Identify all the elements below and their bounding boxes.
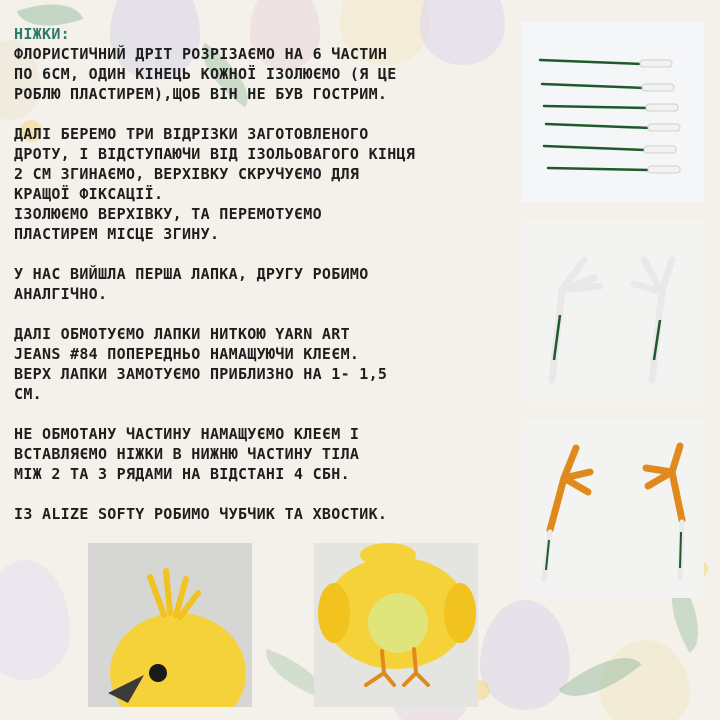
text-line: 2 СМ ЗГИНАЄМО, ВЕРХІВКУ СКРУЧУЄМО ДЛЯ [14,165,360,183]
text-line: ФЛОРИСТИЧНИЙ ДРІТ РОЗРІЗАЄМО НА 6 ЧАСТИН [14,45,388,63]
paragraph [14,424,504,484]
paragraph [14,504,504,524]
text-line: КРАЩОЇ ФІКСАЦІЇ. [14,185,164,203]
text-line: ІЗ ALIZE SOFTY РОБИМО ЧУБЧИК ТА ХВОСТИК. [14,505,388,523]
text-line: ВСТАВЛЯЄМО НІЖКИ В НИЖНЮ ЧАСТИНУ ТІЛА [14,445,360,463]
text-line: ДРОТУ, І ВІДСТУПАЮЧИ ВІД ІЗОЛЬОВАГОГО КІНЦЯ [14,145,416,163]
egg-decoration [480,600,570,710]
paragraph [14,324,504,404]
text-line: ІЗОЛЮЄМО ВЕРХІВКУ, ТА ПЕРЕМОТУЄМО [14,205,322,223]
paragraph [14,44,504,104]
photo-chick-head [88,543,252,707]
text-line: МІЖ 2 ТА 3 РЯДАМИ НА ВІДСТАНІ 4 СБН. [14,465,350,483]
paragraph [14,124,504,244]
text-line: ДАЛІ БЕРЕМО ТРИ ВІДРІЗКИ ЗАГОТОВЛЕНОГО [14,125,369,143]
bent-wires-illustration [522,220,704,402]
chick-head-illustration [88,543,252,707]
chick-bottom-illustration [314,543,478,707]
paragraph [14,264,504,304]
wires-illustration [522,22,704,202]
instructions-panel [14,24,504,544]
text-line: ПО 6СМ, ОДИН КІНЕЦЬ КОЖНОЇ ІЗОЛЮЄМО (Я ЦЕ [14,65,397,83]
photo-bent-wire-legs [522,220,704,402]
photo-yarn-wrapped-legs [522,420,704,598]
egg-decoration [0,560,70,680]
text-line: НЕ ОБМОТАНУ ЧАСТИНУ НАМАЩУЄМО КЛЕЄМ І [14,425,360,443]
text-line: СМ. [14,385,42,403]
text-line: JEANS #84 ПОПЕРЕДНЬО НАМАЩУЮЧИ КЛЕЄМ. [14,345,360,363]
text-line: У НАС ВИЙШЛА ПЕРША ЛАПКА, ДРУГУ РОБИМО [14,265,369,283]
text-line: ПЛАСТИРЕМ МІСЦЕ ЗГИНУ. [14,225,220,243]
text-line: ВЕРХ ЛАПКИ ЗАМОТУЄМО ПРИБЛИЗНО НА 1- 1,5 [14,365,388,383]
section-heading: НІЖКИ: [14,25,70,43]
text-line: ДАЛІ ОБМОТУЄМО ЛАПКИ НИТКОЮ YARN ART [14,325,350,343]
text-line: РОБЛЮ ПЛАСТИРЕМ),ЩОБ ВІН НЕ БУВ ГОСТРИМ. [14,85,388,103]
photo-cut-wires [522,22,704,202]
text-line: АНАЛГІЧНО. [14,285,108,303]
photo-chick-bottom-legs [314,543,478,707]
yarn-legs-illustration [522,420,704,598]
